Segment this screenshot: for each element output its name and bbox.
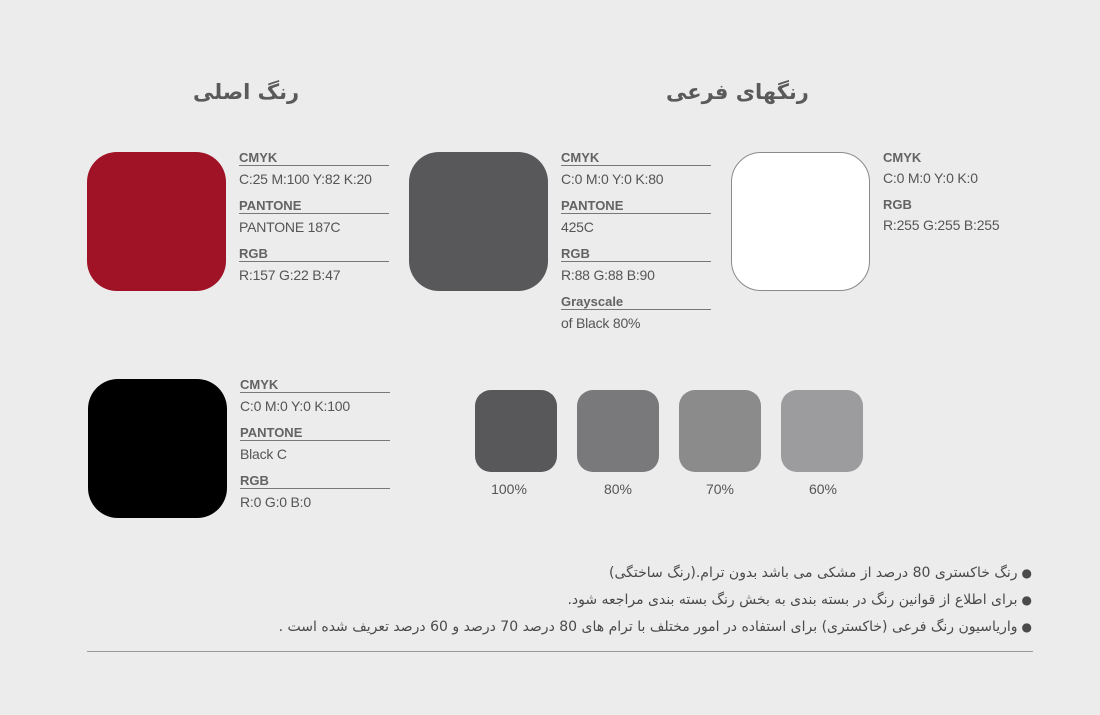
note-text: برای اطلاع از قوانین رنگ در بسته بندی به بخش رنگ بسته بندی مراجعه شود. bbox=[567, 592, 1018, 608]
cmyk-label: CMYK bbox=[561, 150, 711, 166]
tint-swatch-60 bbox=[781, 390, 863, 472]
rgb-value: R:255 G:255 B:255 bbox=[883, 217, 1000, 233]
primary-color-heading: رنگ اصلی bbox=[193, 80, 300, 104]
rgb-label: RGB bbox=[239, 246, 389, 262]
rgb-value: R:0 G:0 B:0 bbox=[240, 494, 311, 510]
gray-specs bbox=[561, 150, 711, 342]
cmyk-label: CMYK bbox=[883, 150, 922, 165]
rgb-label: RGB bbox=[240, 473, 390, 489]
cmyk-value: C:0 M:0 Y:0 K:0 bbox=[883, 170, 978, 186]
tint-swatch-80 bbox=[577, 390, 659, 472]
note-item bbox=[279, 560, 1032, 587]
red-specs bbox=[239, 150, 389, 294]
grayscale-value: of Black 80% bbox=[561, 315, 641, 331]
cmyk-label: CMYK bbox=[240, 377, 390, 393]
note-item bbox=[279, 614, 1032, 641]
cmyk-value: C:25 M:100 Y:82 K:20 bbox=[239, 171, 372, 187]
gray-swatch bbox=[409, 152, 548, 291]
secondary-colors-heading: رنگهای فرعی bbox=[666, 80, 809, 104]
pantone-label: PANTONE bbox=[561, 198, 711, 214]
cmyk-label: CMYK bbox=[239, 150, 389, 166]
cmyk-value: C:0 M:0 Y:0 K:80 bbox=[561, 171, 664, 187]
note-text: رنگ خاکستری 80 درصد از مشکی می باشد بدون ترام.(رنگ ساختگی) bbox=[609, 565, 1018, 581]
grayscale-label: Grayscale bbox=[561, 294, 711, 310]
pantone-label: PANTONE bbox=[239, 198, 389, 214]
black-swatch bbox=[88, 379, 227, 518]
tint-swatch-70 bbox=[679, 390, 761, 472]
note-item bbox=[279, 587, 1032, 614]
notes-list bbox=[279, 560, 1032, 641]
rgb-value: R:88 G:88 B:90 bbox=[561, 267, 655, 283]
pantone-label: PANTONE bbox=[240, 425, 390, 441]
tint-label-100: 100% bbox=[491, 481, 527, 497]
tint-swatch-100 bbox=[475, 390, 557, 472]
bullet-icon: ● bbox=[1021, 593, 1032, 607]
bullet-icon: ● bbox=[1021, 566, 1032, 580]
pantone-value: 425C bbox=[561, 219, 594, 235]
white-swatch bbox=[731, 152, 870, 291]
bullet-icon: ● bbox=[1021, 620, 1032, 634]
rgb-value: R:157 G:22 B:47 bbox=[239, 267, 341, 283]
pantone-value: Black C bbox=[240, 446, 287, 462]
tint-label-70: 70% bbox=[705, 481, 735, 497]
note-text: واریاسیون رنگ فرعی (خاکستری) برای استفاده در امور مختلف با ترام های 80 درصد 70 درصد و 60 درصد تعریف شده است . bbox=[278, 619, 1018, 635]
red-swatch bbox=[87, 152, 226, 291]
tint-label-80: 80% bbox=[603, 481, 633, 497]
cmyk-value: C:0 M:0 Y:0 K:100 bbox=[240, 398, 350, 414]
rgb-label: RGB bbox=[883, 197, 912, 212]
white-specs bbox=[883, 150, 1033, 244]
bottom-divider bbox=[87, 651, 1033, 652]
rgb-label: RGB bbox=[561, 246, 711, 262]
tint-label-60: 60% bbox=[808, 481, 838, 497]
pantone-value: PANTONE 187C bbox=[239, 219, 341, 235]
black-specs bbox=[240, 377, 390, 521]
